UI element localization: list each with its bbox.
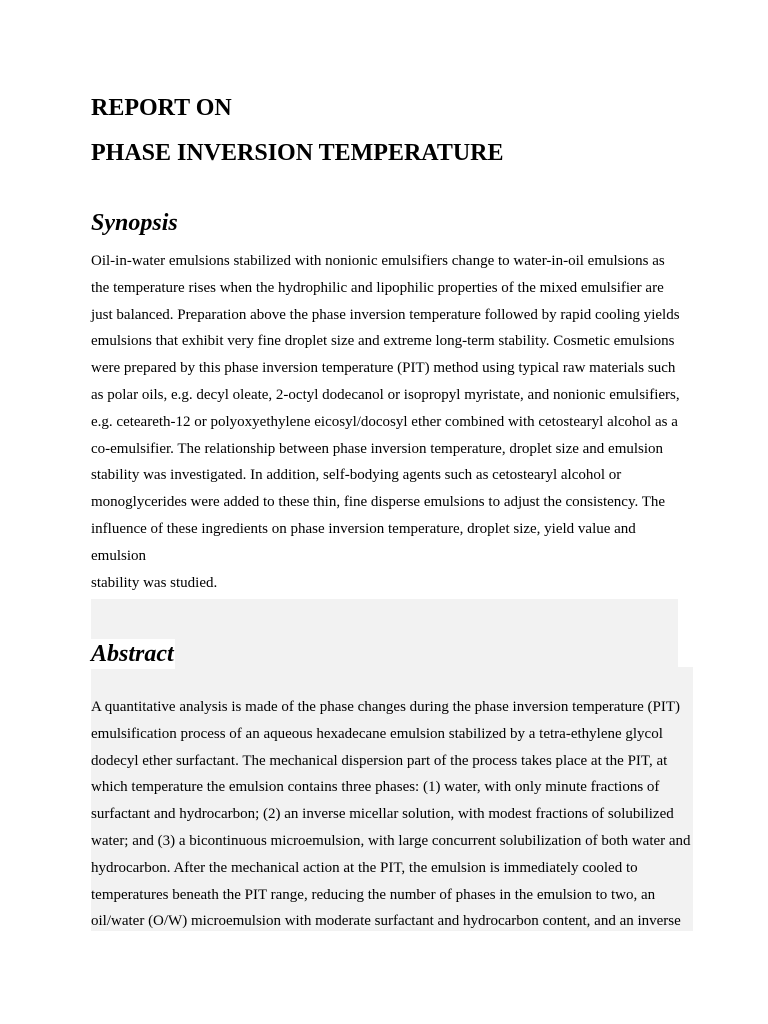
report-title-line-2: PHASE INVERSION TEMPERATURE [91,140,504,166]
synopsis-section [91,248,686,596]
abstract-shade-heading-row [173,638,678,668]
synopsis-heading: Synopsis [91,210,178,236]
synopsis-paragraph-tail: stability was studied. [91,574,218,591]
abstract-paragraph: A quantitative analysis is made of the phase changes during the phase inversion temperature (PIT) emulsification process of an aqueous hexadecane emulsion stabilized by a tetra-ethylene glycol dodecyl ether surfactant. The mechanical dispersion part of the process takes place at the PIT, at which temperature the emulsion contains three phases: (1) water, with only minute fractions of surfactant and hydrocarbon; (2) an inverse micellar solution, with modest fractions of solubilized water; and (3) a bicontinuous microemulsion, with large concurrent solubilization of both water and hydrocarbon. After the mechanical action at the PIT, the emulsion is immediately cooled to temperatures beneath the PIT range, reducing the number of phases in the emulsion to two, an oil/water (O/W) microemulsion with moderate surfactant and hydrocarbon content, and an inverse [91,699,691,930]
synopsis-paragraph: Oil-in-water emulsions stabilized with nonionic emulsifiers change to water-in-oil emulsions as the temperature rises when the hydrophilic and lipophilic properties of the mixed emulsifier are just balanced. Preparation above the phase inversion temperature followed by rapid cooling yields emulsions that exhibit very fine droplet size and extreme long-term stability. Cosmetic emulsions were prepared by this phase inversion temperature (PIT) method using typical raw materials such as polar oils, e.g. decyl oleate, 2-octyl dodecanol or isopropyl myristate, and nonionic emulsifiers, e.g. ceteareth-12 or polyoxyethylene eicosyl/docosyl ether combined with cetostearyl alcohol as a co-emulsifier. The relationship between phase inversion temperature, droplet size and emulsion stability was investigated. In addition, self-bodying agents such as cetostearyl alcohol or monoglycerides were added to these thin, fine disperse emulsions to adjust the consistency. The influence of these ingredients on phase inversion temperature, droplet size, yield value and emulsion [91,253,680,564]
abstract-heading: Abstract [91,641,174,667]
report-title-line-1: REPORT ON [91,95,232,121]
